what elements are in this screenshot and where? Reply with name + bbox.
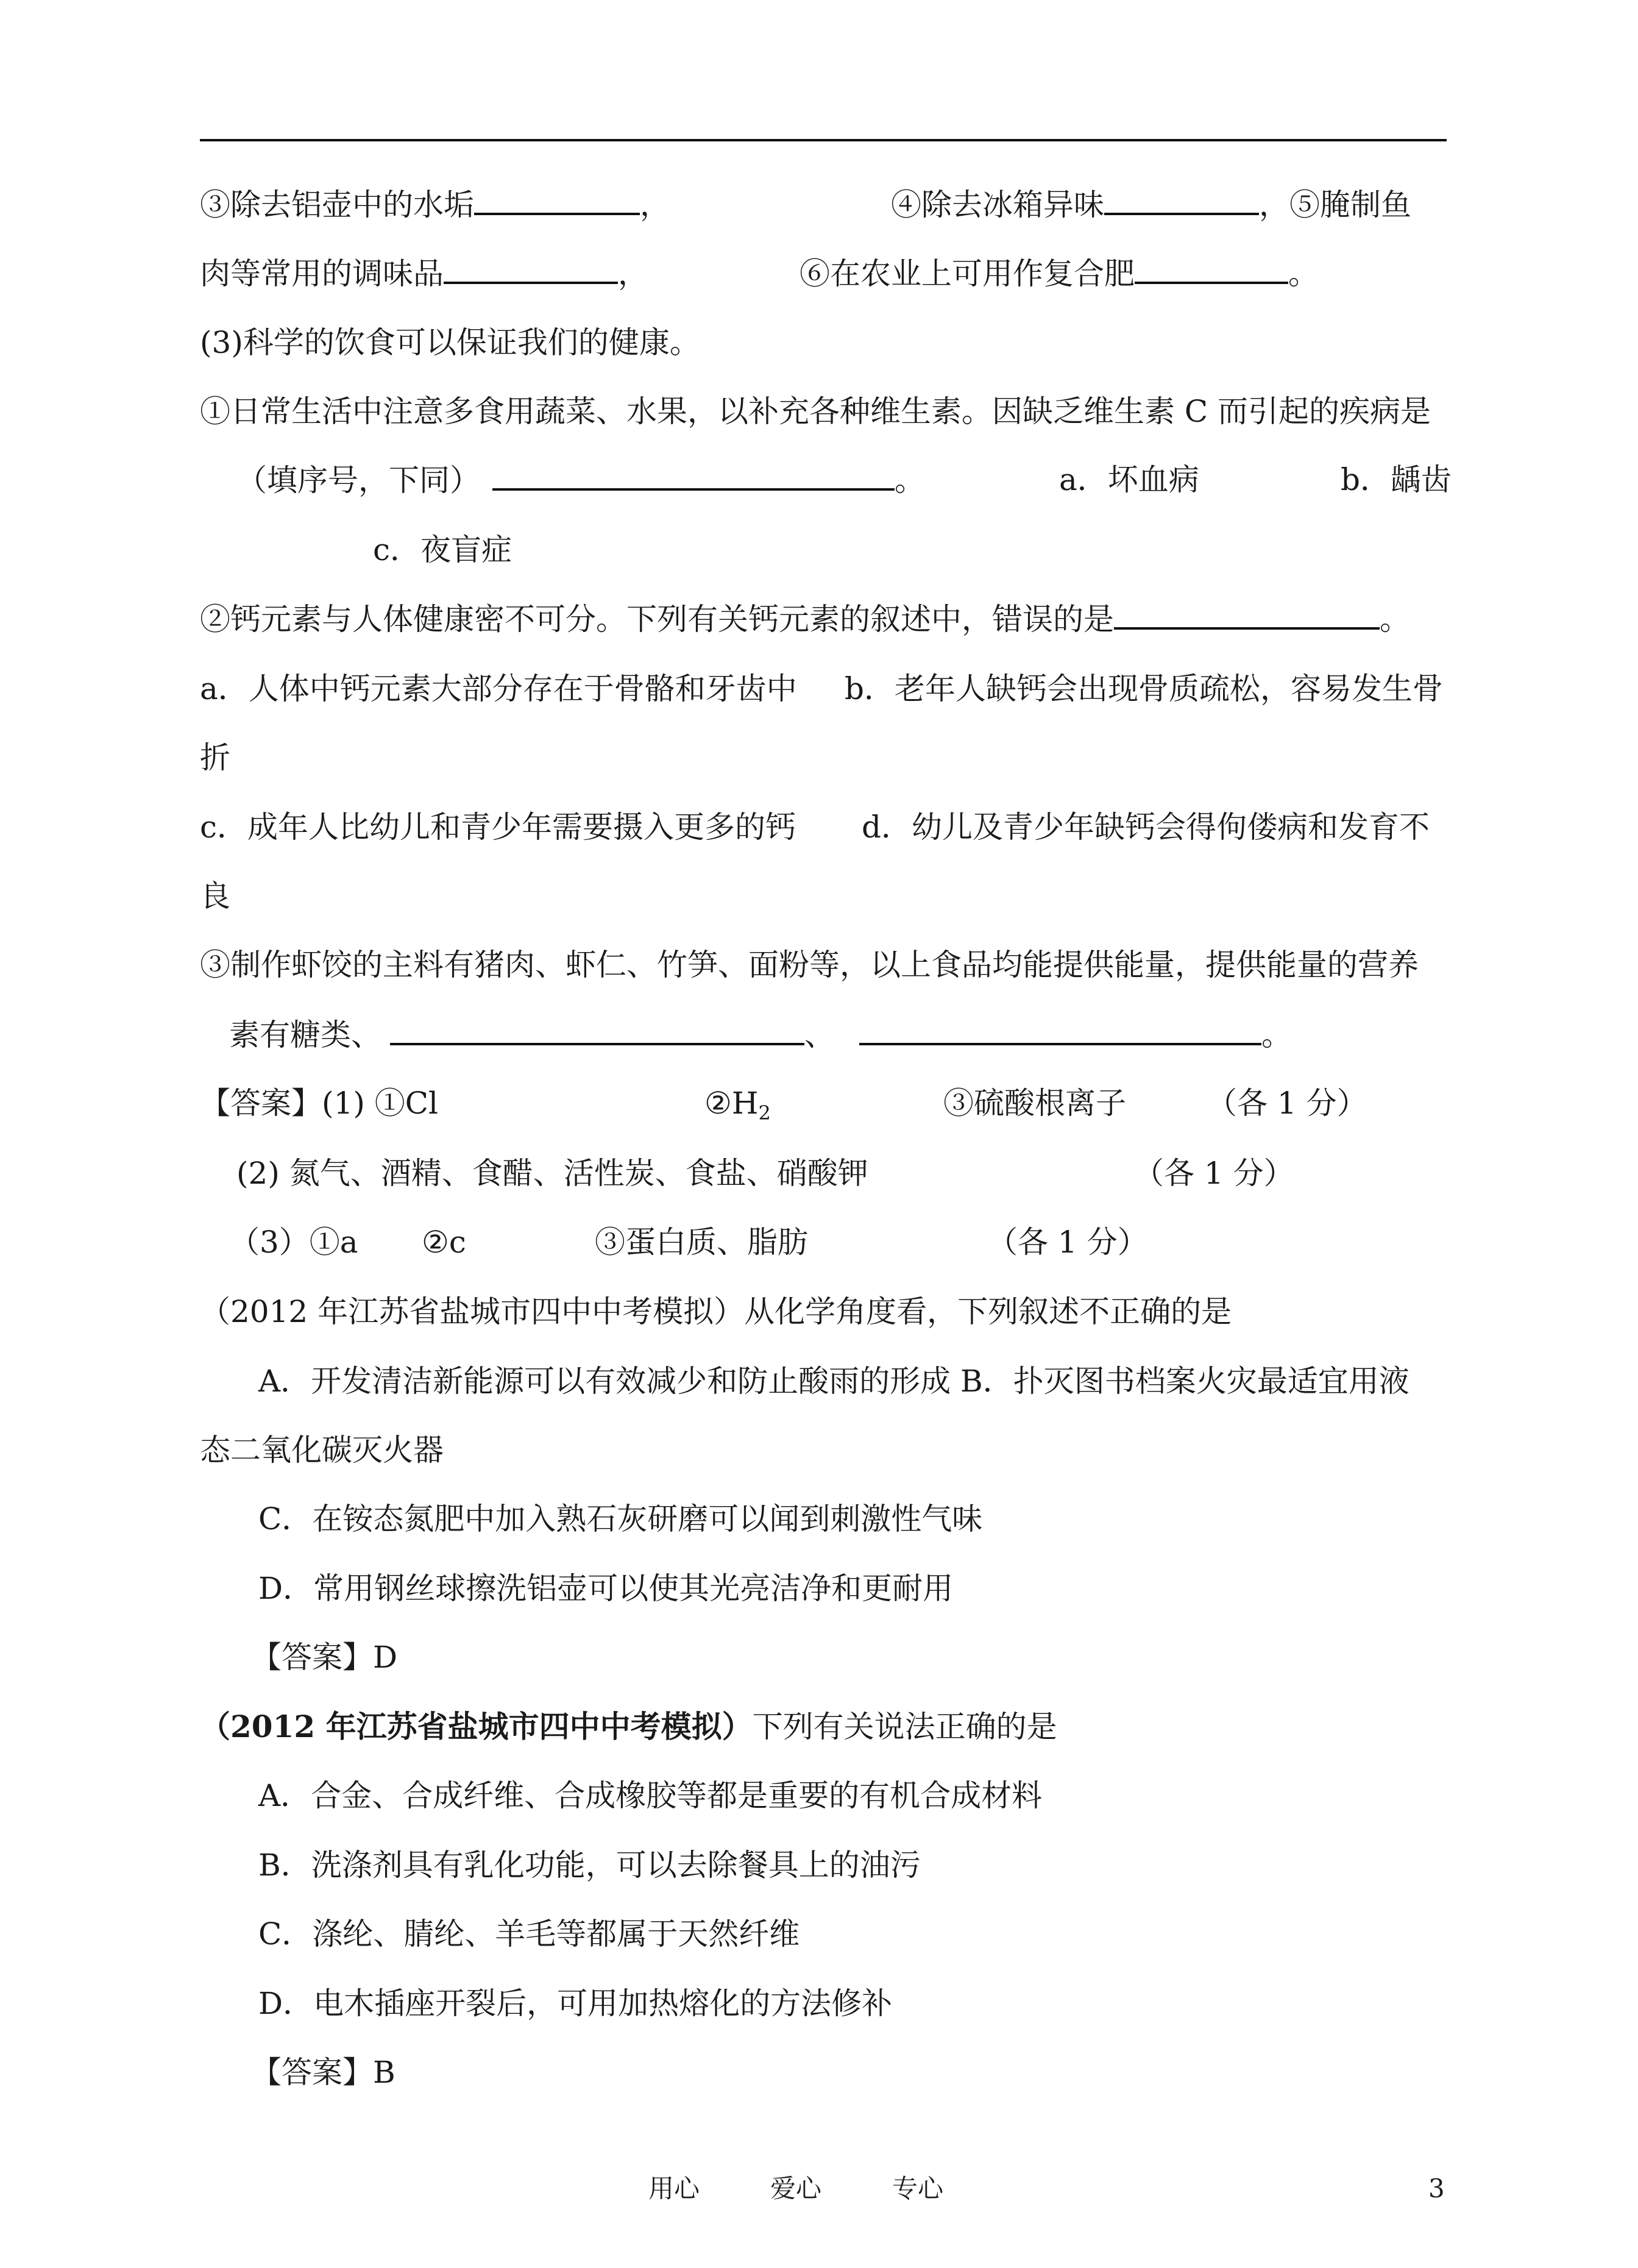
footer-motto: 专心 [892,2174,944,2203]
text-segment: 。 [1380,602,1410,637]
answer-blank [390,1016,804,1045]
text-line: 良 [200,878,230,914]
text-line [800,255,1319,292]
answer-blank [1114,600,1380,630]
option: A．合金、合成纤维、合成橡胶等都是重要的有机合成材料 [258,1778,1043,1813]
text-segment: 素有糖类、 [229,1017,381,1053]
score-note: （各 1 分） [1133,1156,1294,1191]
text-line: ③制作虾饺的主料有猪肉、虾仁、竹笋、面粉等，以上食品均能提供能量，提供能量的营养 [200,947,1419,983]
text-line [229,1016,1292,1053]
text-segment: 肉等常用的调味品 [200,256,444,291]
option: D．电木插座开裂后，可用加热熔化的方法修补 [258,1986,893,2021]
answer-item: ②c [422,1225,466,1260]
score-note: （各 1 分） [987,1225,1148,1260]
text-line [200,600,1410,638]
text-segment: ，⑤腌制鱼 [1259,187,1411,222]
source-label: （2012 年江苏省盐城市四中中考模拟） [200,1708,753,1744]
answer-blank [474,186,640,215]
text-segment: 。 [1288,256,1319,291]
answer-blank [492,461,895,491]
option: b．龋齿 [1341,462,1452,497]
option: 态二氧化碳灭火器 [200,1432,444,1468]
answer-blank [444,255,618,284]
answer-line: 【答案】B [251,2055,395,2090]
answer-item: ③硫酸根离子 [943,1086,1126,1121]
text-segment: ， [618,256,648,291]
text-line [236,461,925,499]
text-line: (3)科学的饮食可以保证我们的健康。 [200,325,700,360]
text-segment: ②钙元素与人体健康密不可分。下列有关钙元素的叙述中，错误的是 [200,602,1114,637]
option: d．幼儿及青少年缺钙会得佝偻病和发育不 [862,809,1430,845]
option: D．常用钢丝球擦洗铝壶可以使其光亮洁净和更耐用 [258,1571,954,1606]
option: C．在铵态氮肥中加入熟石灰研磨可以闻到刺激性气味 [258,1501,983,1537]
text-segment: ②H [704,1086,759,1121]
text-segment: 、 [804,1017,835,1053]
answer-line: 【答案】D [251,1640,398,1675]
option: c．夜盲症 [373,532,512,567]
option: a．坏血病 [1059,462,1199,497]
text-line [891,186,1411,223]
question-stem [200,1708,1057,1745]
text-line [200,255,648,292]
text-segment: ④除去冰箱异味 [891,187,1104,222]
option: a．人体中钙元素大部分存在于骨骼和牙齿中 [200,671,797,706]
answer-line: （3）①a [229,1225,358,1260]
text-segment: （填序号，下同） [236,463,480,498]
answer-line: 【答案】(1) ①Cl [200,1086,438,1121]
score-note: （各 1 分） [1207,1086,1367,1121]
option: B．洗涤剂具有乳化功能，可以去除餐具上的油污 [258,1847,921,1883]
text-segment: 下列有关说法正确的是 [752,1709,1057,1744]
answer-item: ③蛋白质、脂肪 [595,1225,808,1260]
subscript: 2 [758,1101,771,1125]
question-stem: （2012 年江苏省盐城市四中中考模拟）从化学角度看，下列叙述不正确的是 [200,1294,1232,1329]
footer-motto: 爱心 [770,2174,822,2203]
footer-motto: 用心 [648,2174,700,2203]
answer-line: (2) 氮气、酒精、食醋、活性炭、食盐、硝酸钾 [236,1156,868,1191]
answer-item [704,1085,771,1131]
text-segment: ， [640,187,670,222]
option: C．涤纶、腈纶、羊毛等都属于天然纤维 [258,1916,800,1952]
option: c．成年人比幼儿和青少年需要摄入更多的钙 [200,809,796,845]
page-number: 3 [1428,2174,1445,2203]
answer-blank [859,1016,1261,1045]
header-rule [200,139,1447,141]
text-line: ①日常生活中注意多食用蔬菜、水果，以补充各种维生素。因缺乏维生素 C 而引起的疾病是 [200,394,1431,429]
answer-blank [1104,186,1259,215]
option: A．开发清洁新能源可以有效减少和防止酸雨的形成 B．扑灭图书档案火灾最适宜用液 [258,1363,1409,1399]
answer-blank [1135,255,1288,284]
text-segment: ⑥在农业上可用作复合肥 [800,256,1135,291]
text-segment: ③除去铝壶中的水垢 [200,187,474,222]
text-segment: 。 [1261,1017,1292,1053]
text-line [200,186,670,223]
text-line: 折 [200,740,230,775]
option: b．老年人缺钙会出现骨质疏松，容易发生骨 [845,671,1444,706]
text-segment: 。 [895,463,925,498]
